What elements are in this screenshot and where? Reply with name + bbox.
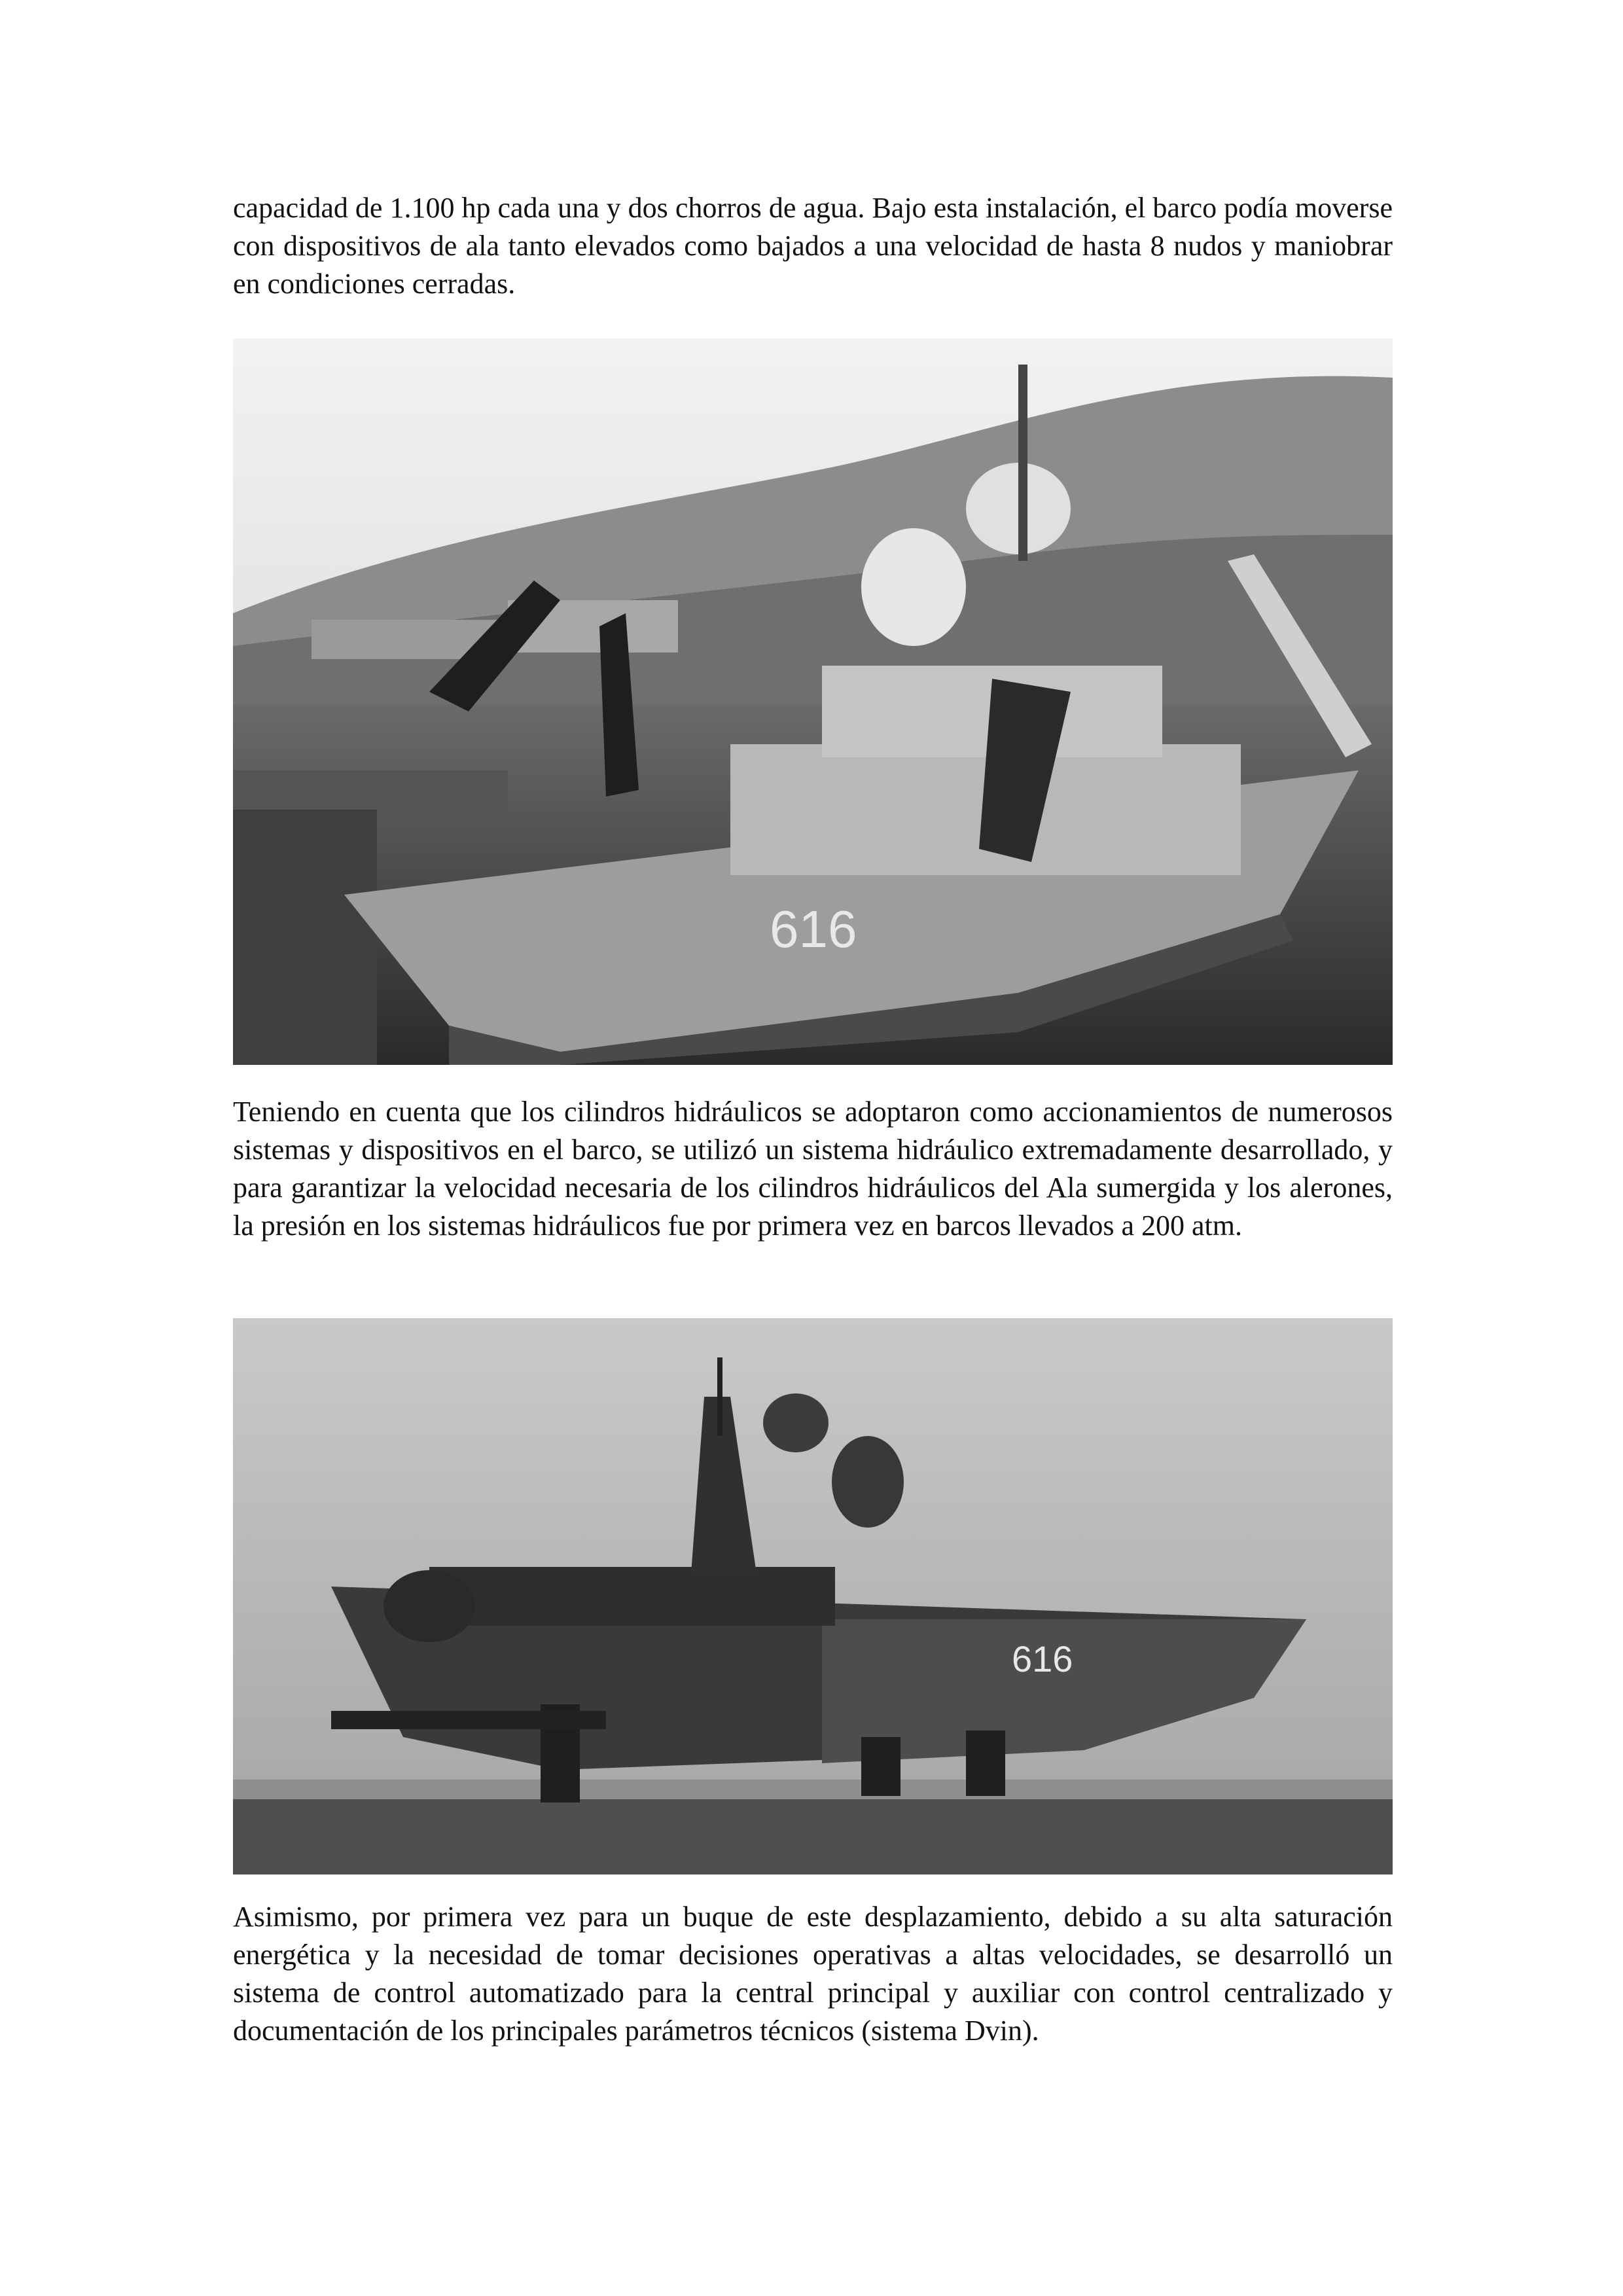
paragraph-1: capacidad de 1.100 hp cada una y dos chorros de agua. Bajo esta instalación, el barco podía moverse con dispositivos de ala tanto elevados como bajados a una velocidad de hasta 8 nudos y maniobrar en condiciones cerradas. <box>233 192 1393 300</box>
hull-number-616: 616 <box>770 900 857 958</box>
paragraph-2: Teniendo en cuenta que los cilindros hidráulicos se adoptaron como accionamientos de numerosos sistemas y dispositivos en el barco, se utilizó un sistema hidráulico extremadamente desarrollado, y para garantizar la velocidad necesaria de los cilindros hidráulicos del Ala sumergida y los alerones, la presión en los sistemas hidráulicos fue por primera vez en barcos llevados a 200 atm. <box>233 1096 1393 1242</box>
photo-ship-docked <box>233 338 1393 1065</box>
ship-foilborne-illustration <box>233 1318 1393 1874</box>
hull-number-616: 616 <box>1012 1638 1073 1679</box>
ship-docked-illustration <box>233 338 1393 1065</box>
paragraph-3: Asimismo, por primera vez para un buque de este desplazamiento, debido a su alta saturación energética y la necesidad de tomar decisiones operativas a altas velocidades, se desarrolló un sistema de control automatizado para la central principal y auxiliar con control centralizado y documentación de los principales parámetros técnicos (sistema Dvin). <box>233 1901 1393 2047</box>
photo-ship-foilborne <box>233 1318 1393 1874</box>
